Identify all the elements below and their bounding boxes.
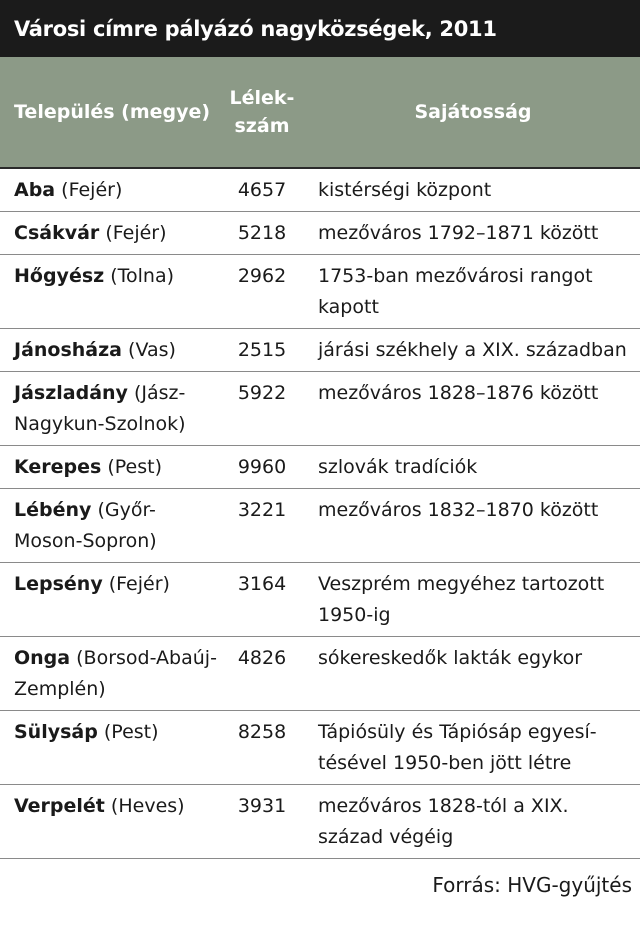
settlement-cell bbox=[0, 218, 218, 249]
table-title-text: Városi címre pályázó nagyközségek, 2011 bbox=[14, 16, 497, 41]
settlement-cell bbox=[0, 791, 218, 853]
feature-cell: mezőváros 1828-tól a XIX. század végéig bbox=[318, 795, 569, 848]
town-name: Lepsény bbox=[14, 573, 103, 595]
settlement-cell bbox=[0, 261, 218, 323]
population-cell: 8258 bbox=[237, 721, 287, 743]
town-name: Jászladány bbox=[14, 382, 128, 404]
header-feature: Sajátosság bbox=[414, 101, 532, 123]
county-name: (Tolna) bbox=[104, 265, 175, 287]
population-cell: 3931 bbox=[237, 795, 287, 817]
county-name: (Pest) bbox=[101, 456, 163, 478]
header-population bbox=[218, 84, 306, 140]
county-name: (Heves) bbox=[104, 795, 185, 817]
county-name: (Fejér) bbox=[55, 179, 123, 201]
settlement-cell bbox=[0, 495, 218, 557]
town-name: Sülysáp bbox=[14, 721, 98, 743]
settlement-cell bbox=[0, 717, 218, 779]
population-cell: 4826 bbox=[237, 647, 287, 669]
county-name: (Fejér) bbox=[102, 573, 170, 595]
feature-cell: szlovák tradíciók bbox=[318, 456, 478, 478]
table-row bbox=[0, 212, 640, 255]
table-row bbox=[0, 446, 640, 489]
town-name: Jánosháza bbox=[14, 339, 123, 361]
table-body bbox=[0, 169, 640, 859]
town-name: Aba bbox=[14, 179, 56, 201]
county-name: (Fejér) bbox=[99, 222, 167, 244]
population-cell: 5922 bbox=[237, 382, 287, 404]
county-name: (Győr-Moson-Sopron) bbox=[14, 499, 157, 552]
table-row bbox=[0, 637, 640, 711]
feature-cell: sókereskedők lakták egykor bbox=[318, 647, 583, 669]
settlement-cell bbox=[0, 175, 218, 206]
table-row bbox=[0, 372, 640, 446]
feature-cell: Veszprém megyéhez tartozott 1950-ig bbox=[318, 573, 605, 626]
settlement-cell bbox=[0, 335, 218, 366]
table-row bbox=[0, 255, 640, 329]
feature-cell: mezőváros 1832–1870 között bbox=[318, 499, 599, 521]
feature-cell: 1753-ban mezővárosi rangot kapott bbox=[318, 265, 593, 318]
feature-cell: Tápiósüly és Tápiósáp egyesítésével 1950-ben jött létre bbox=[318, 721, 597, 774]
settlement-cell bbox=[0, 452, 218, 483]
town-name: Verpelét bbox=[14, 795, 105, 817]
table-row bbox=[0, 785, 640, 859]
table-row bbox=[0, 169, 640, 212]
town-name: Kerepes bbox=[14, 456, 102, 478]
feature-cell: mezőváros 1792–1871 között bbox=[318, 222, 599, 244]
header-population-line2: szám bbox=[234, 115, 290, 137]
table-title bbox=[0, 0, 640, 57]
table-row bbox=[0, 329, 640, 372]
town-name: Hőgyész bbox=[14, 265, 105, 287]
county-name: (Pest) bbox=[97, 721, 159, 743]
table-row bbox=[0, 563, 640, 637]
population-cell: 2962 bbox=[237, 265, 287, 287]
county-name: (Vas) bbox=[122, 339, 176, 361]
feature-cell: mezőváros 1828–1876 között bbox=[318, 382, 599, 404]
source-note: Forrás: HVG-gyűjtés bbox=[432, 873, 632, 897]
settlement-cell bbox=[0, 378, 218, 440]
feature-cell: kistérségi központ bbox=[318, 179, 492, 201]
population-cell: 4657 bbox=[237, 179, 287, 201]
population-cell: 2515 bbox=[237, 339, 287, 361]
population-cell: 3164 bbox=[237, 573, 287, 595]
population-cell: 9960 bbox=[237, 456, 287, 478]
settlement-cell bbox=[0, 643, 218, 705]
feature-cell: járási székhely a XIX. században bbox=[318, 339, 627, 361]
settlement-cell bbox=[0, 569, 218, 631]
town-name: Onga bbox=[14, 647, 71, 669]
town-name: Csákvár bbox=[14, 222, 100, 244]
header-settlement: Település (megye) bbox=[14, 101, 211, 123]
table-row bbox=[0, 489, 640, 563]
town-name: Lébény bbox=[14, 499, 92, 521]
header-population-line1: Lélek- bbox=[229, 87, 295, 109]
table-row bbox=[0, 711, 640, 785]
county-name: (Borsod-Abaúj-Zemplén) bbox=[14, 647, 217, 700]
table-header-row bbox=[0, 57, 640, 169]
county-name: (Jász-Nagykun-Szolnok) bbox=[14, 382, 186, 435]
population-cell: 3221 bbox=[237, 499, 287, 521]
population-cell: 5218 bbox=[237, 222, 287, 244]
